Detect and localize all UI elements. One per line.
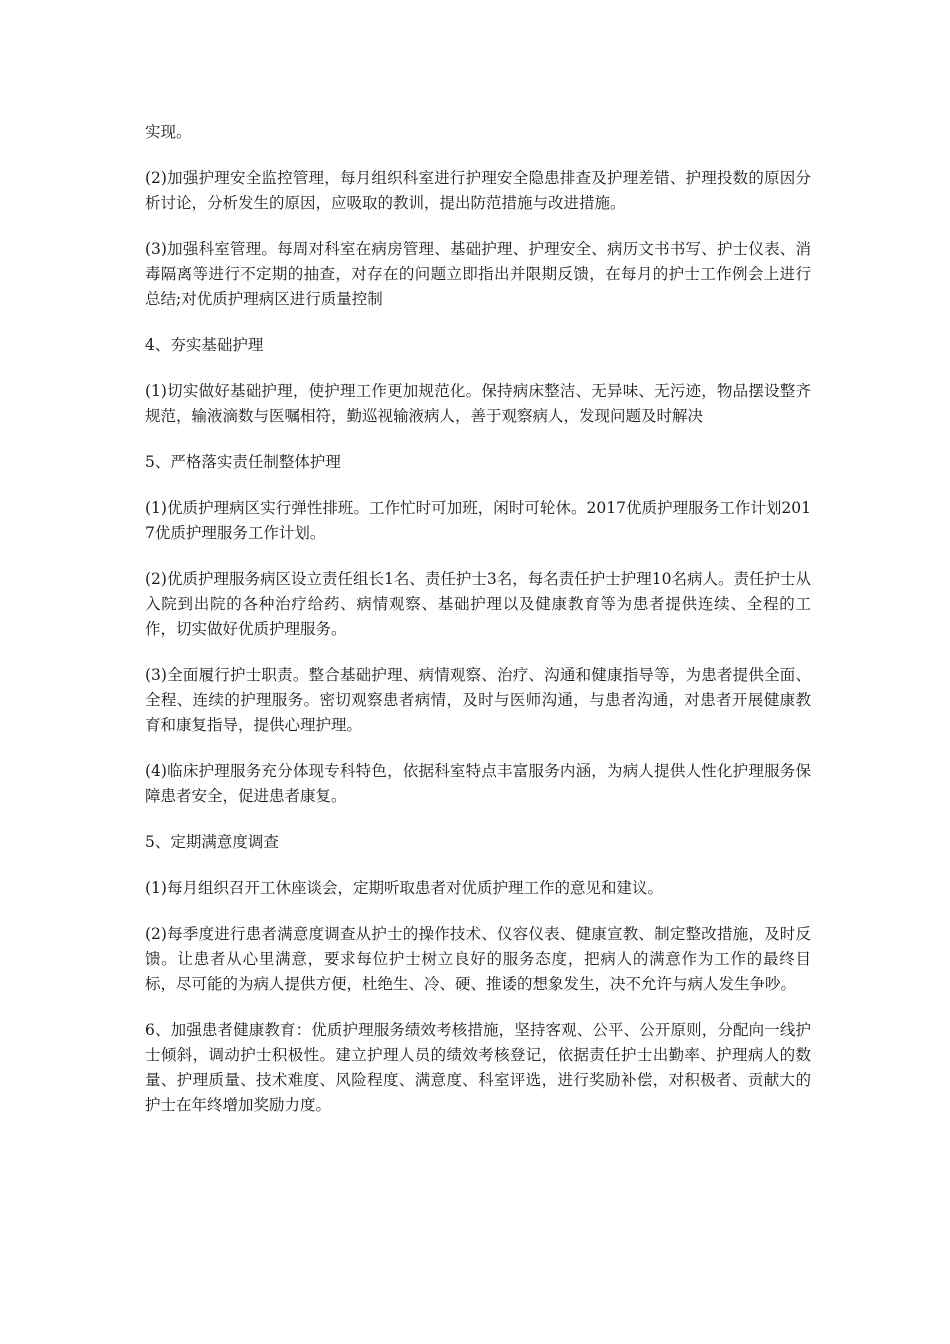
paragraph-basic-care: (1)切实做好基础护理，使护理工作更加规范化。保持病床整洁、无异味、无污迹，物品摆设整齐规范，输液滴数与医嘱相符，勤巡视输液病人，善于观察病人，发现问题及时解决 <box>145 382 811 425</box>
paragraph-quarterly-survey: (2)每季度进行患者满意度调查从护士的操作技术、仪容仪表、健康宣教、制定整改措施，及时反馈。让患者从心里满意，要求每位护士树立良好的服务态度，把病人的满意作为工作的最终目标，尽可能的为病人提供方便，杜绝生、冷、硬、推诿的想象发生，决不允许与病人发生争吵。 <box>145 925 811 993</box>
paragraph-monthly-meeting: (1)每月组织召开工休座谈会，定期听取患者对优质护理工作的意见和建议。 <box>145 879 663 897</box>
section-heading-basic-care: 4、夯实基础护理 <box>145 336 264 354</box>
paragraph-team-setup: (2)优质护理服务病区设立责任组长1名、责任护士3名，每名责任护士护理10名病人。责任护士从入院到出院的各种治疗给药、病情观察、基础护理以及健康教育等为患者提供连续、全程的工作，切实做好优质护理服务。 <box>145 570 811 638</box>
section-heading-satisfaction: 5、定期满意度调查 <box>145 833 279 851</box>
document-body <box>145 120 811 1139</box>
paragraph-nurse-duties: (3)全面履行护士职责。整合基础护理、病情观察、治疗、沟通和健康指导等，为患者提供全面、全程、连续的护理服务。密切观察患者病情，及时与医师沟通，与患者沟通，对患者开展健康教育和康复指导，提供心理护理。 <box>145 666 811 734</box>
paragraph-health-education: 6、加强患者健康教育：优质护理服务绩效考核措施，坚持客观、公平、公开原则，分配向一线护士倾斜，调动护士积极性。建立护理人员的绩效考核登记，依据责任护士出勤率、护理病人的数量、护理质量、技术难度、风险程度、满意度、科室评选，进行奖励补偿，对积极者、贡献大的护士在年终增加奖励力度。 <box>145 1021 811 1114</box>
paragraph-specialty-features: (4)临床护理服务充分体现专科特色，依据科室特点丰富服务内涵，为病人提供人性化护理服务保障患者安全，促进患者康复。 <box>145 762 811 805</box>
paragraph-safety-monitoring: (2)加强护理安全监控管理，每月组织科室进行护理安全隐患排查及护理差错、护理投数的原因分析讨论，分析发生的原因，应吸取的教训，提出防范措施与改进措施。 <box>145 169 811 212</box>
paragraph-continuation: 实现。 <box>145 123 192 141</box>
paragraph-flexible-scheduling: (1)优质护理病区实行弹性排班。工作忙时可加班，闲时可轮休。2017优质护理服务工作计划2017优质护理服务工作计划。 <box>145 499 811 542</box>
paragraph-department-management: (3)加强科室管理。每周对科室在病房管理、基础护理、护理安全、病历文书书写、护士仪表、消毒隔离等进行不定期的抽查，对存在的问题立即指出并限期反馈，在每月的护士工作例会上进行总结;对优质护理病区进行质量控制 <box>145 240 811 308</box>
section-heading-responsibility: 5、严格落实责任制整体护理 <box>145 453 341 471</box>
